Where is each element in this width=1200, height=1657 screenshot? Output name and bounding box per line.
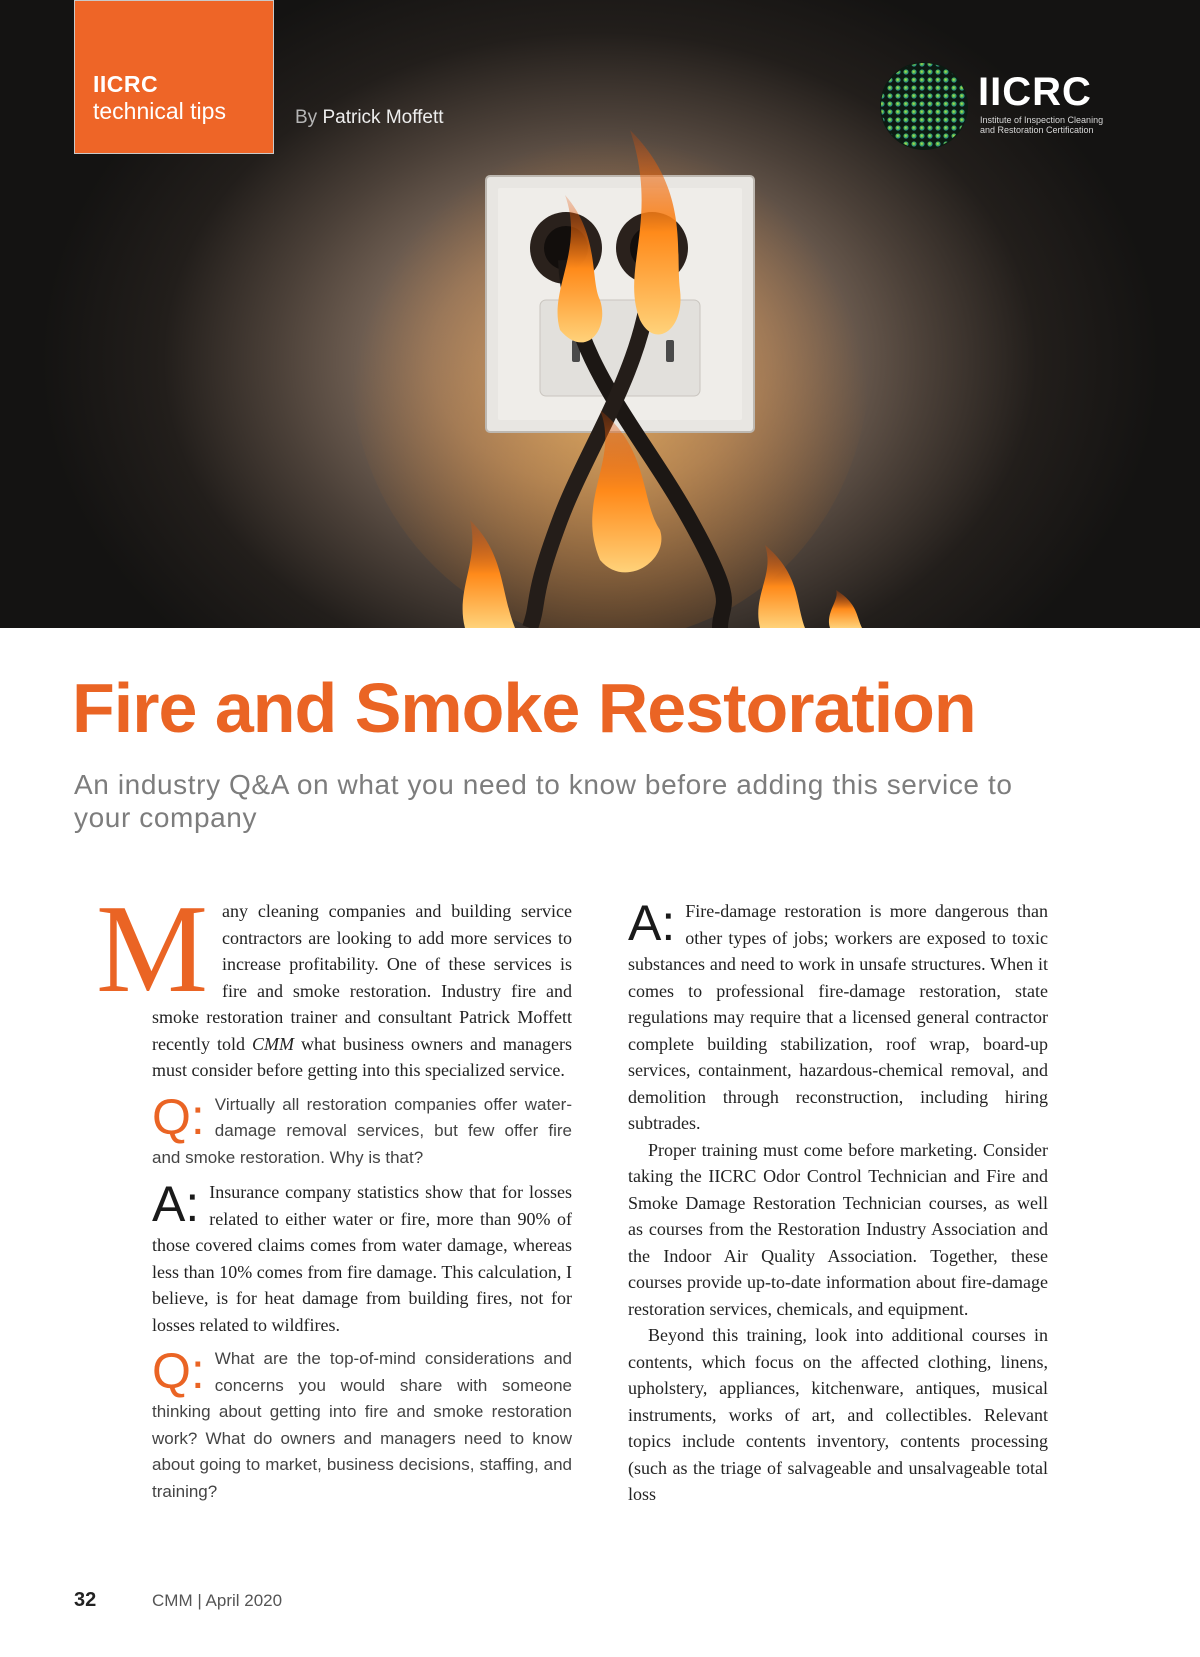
article-title: Fire and Smoke Restoration <box>72 669 976 747</box>
right-column <box>628 895 1048 1508</box>
answer-marker: A: <box>152 1176 200 1232</box>
answer-2-paragraph-3: Beyond this training, look into additional courses in contents, which focus on the affected clothing, linens, upholstery, appliances, kitchenware, antiques, musical instruments, works of art, and collectibles. Relevant topics include contents inventory, contents processing (such as the triage of salvageable and unsalvageable total loss <box>628 1325 1048 1504</box>
answer-1 <box>152 1176 572 1338</box>
logo-tagline-line1: Institute of Inspection Cleaning <box>980 115 1104 125</box>
logo-tagline-line2: and Restoration Certification <box>980 125 1094 135</box>
question-marker: Q: <box>152 1343 205 1399</box>
drop-cap: M <box>96 880 209 1019</box>
section-tag-subtitle: technical tips <box>93 98 226 124</box>
logo-wordmark: IICRC <box>978 70 1092 114</box>
intro-text-end: what business owners and managers must consider before getting into this specialized service. <box>152 1033 572 1080</box>
globe-dots-icon <box>878 60 970 152</box>
answer-2-paragraph-1 <box>628 895 1048 1137</box>
answer-1-text: Insurance company statistics show that for losses related to either water or fire, more than 90% of those covered claims comes from water damage, whereas less than 10% comes from fire damage. This calculation, I believe, is for heat damage from building fires, not for losses related to wildfires. <box>152 1182 572 1335</box>
question-1-text: Virtually all restoration companies offer water-damage removal services, but few offer fire and smoke restoration. Why is that? <box>152 1094 572 1167</box>
answer-marker: A: <box>628 895 676 951</box>
article-subtitle: An industry Q&A on what you need to know before adding this service to your company <box>74 769 1013 833</box>
section-tag <box>74 0 274 154</box>
page-number: 32 <box>74 1589 97 1611</box>
question-1 <box>152 1088 572 1172</box>
question-marker: Q: <box>152 1088 205 1145</box>
question-2-text: What are the top-of-mind considerations and concerns you would share with someone thinking about getting into fire and smoke restoration work? What do owners and managers need to know about going to market, business decisions, staffing, and training? <box>152 1349 572 1501</box>
author-name: Patrick Moffett <box>322 107 444 128</box>
intro-italic-title: CMM <box>252 1033 294 1054</box>
logo-tagline <box>980 115 1103 135</box>
section-tag-title: IICRC <box>93 71 159 97</box>
intro-paragraph <box>96 880 572 1084</box>
hero-photo <box>0 0 1200 628</box>
byline-prefix: By <box>295 107 318 128</box>
left-column <box>96 880 572 1505</box>
answer-2-text-1: Fire-damage restoration is more dangerous than other types of jobs; workers are exposed to toxic substances and need to work in unsafe structures. When it comes to professional fire-damage restoration, state regulations may require that a licensed general contractor complete building stabilization, roof wrap, board-up services, containment, hazardous-chemical removal, and demolition through reconstruction, including hiring subtrades. <box>628 901 1048 1133</box>
answer-2-paragraph-2: Proper training must come before marketing. Consider taking the IICRC Odor Control Technician and Fire and Smoke Damage Restoration Technician courses, as well as courses from the Restoration Industry Association and the Indoor Air Quality Association. Together, these courses provide up-to-date information about fire-damage restoration services, chemicals, and equipment. <box>628 1139 1048 1319</box>
iicrc-logo <box>878 60 1138 152</box>
publication-info: CMM | April 2020 <box>152 1591 283 1610</box>
byline <box>295 107 444 129</box>
intro-text-start: any cleaning companies and building service contractors are looking to add more services to increase profitability. One of these services is fire and smoke restoration. Industry fire and smoke restoration trainer and consultant Patrick Moffett recently told <box>152 901 572 1054</box>
question-2 <box>152 1343 572 1505</box>
